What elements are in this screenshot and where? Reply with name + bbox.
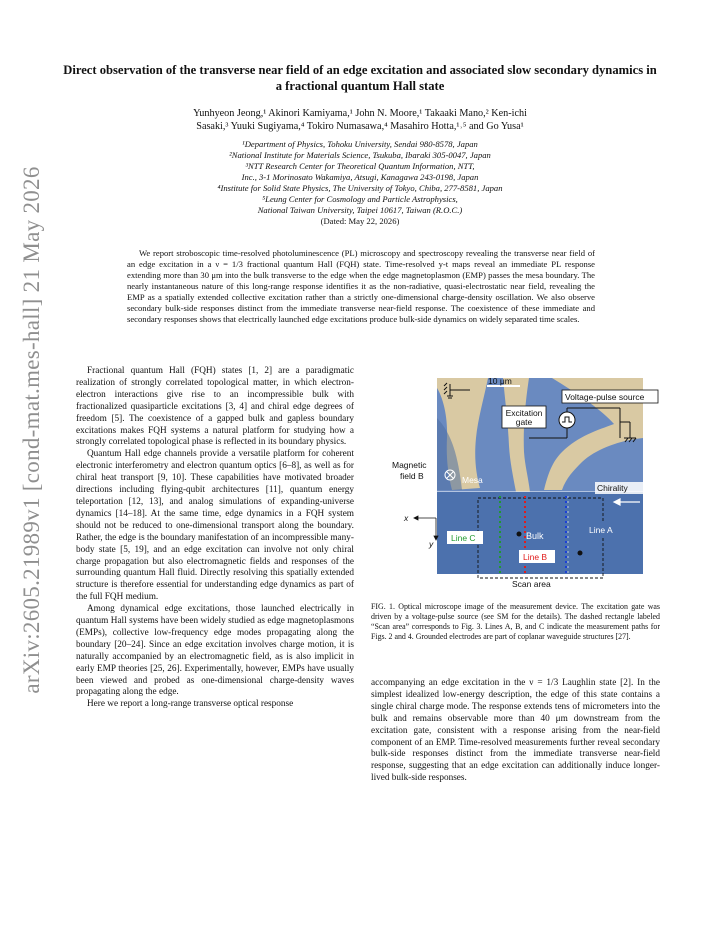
axis-x-label: x [404,513,409,523]
dated: (Dated: May 22, 2026) [320,216,400,226]
affiliation: Inc., 3-1 Morinosato Wakamiya, Atsugi, Kanagawa 243-0198, Japan [241,172,479,182]
body-paragraph: accompanying an edge excitation in the ν = 1/3 Laughlin state [2]. In the simplest idealized low-energy description, the edge of this state contains a single chiral charge mode. The response extends tens of micrometers into the bulk and remains observable more than 40 μm downstream from the excitation gate, consistent with a response arising from the near-field component of an EMP. Time-resolved measurements further reveal secondary bulk-side responses distinct from the immediate transverse near-field response, suggesting that an edge excitation can additionally induce longer-lived bulk-side responses. [371,678,660,784]
affiliation: ⁵Leung Center for Cosmology and Particle Astrophysics, [262,194,458,204]
affiliation: ²National Institute for Materials Science, Tsukuba, Ibaraki 305-0047, Japan [229,150,491,160]
affiliation: ³NTT Research Center for Theoretical Quantum Information, NTT, [245,161,475,171]
figure-caption [371,602,660,642]
body-paragraph: Quantum Hall edge channels provide a versatile platform for coherent electronic interferometry and electron quantum optics [6–8], as well as for chiral heat transport [9, 10]. These capabilities have motivated broader directions including flying-qubit architectures [11], quantum energy teleportation [12, 13], and analog simulations of expanding-universe dynamics [14–18]. At the same time, edge dynamics in a FQH system should not be reduced to one-dimensional transport along the boundary. Rather, the edge is the boundary manifestation of an incompressible many-body state [5, 19], and an edge excitation can involve not only chiral charge propagation but also electromagnetic fields and responses of the surrounding quantum Hall fluid. Directly resolving this spatially extended structure is therefore essential for understanding edge dynamics as part of the full FQH medium. [76,449,354,603]
body-left-column [76,366,354,711]
chirality-label-text: Chirality [597,483,628,493]
axis-indicator [414,516,438,540]
caption-text: FIG. 1. Optical microscope image of the measurement device. The excitation gate was driven by a voltage-pulse source (see SM for the details). The dashed rectangle labeled “Scan area” corresponds to Fig. 3. Lines A, B, and C indicate the measurement paths for Figs. 2 and 4. Grounded electrodes are part of coplanar waveguide structures [27]. [371,602,660,642]
bulk-label: Bulk [526,531,544,541]
bulk-defect-dot [517,532,522,537]
line-a-label: Line A [589,525,613,535]
axis-y-label: y [429,539,434,549]
body-paragraph: Here we report a long-range transverse optical response [87,699,294,710]
voltage-source-label: Voltage-pulse source [565,392,645,402]
scale-bar-label: 10 μm [488,378,512,386]
scan-area-label: Scan area [512,579,551,589]
authors-line: Sasaki,³ Yuuki Sugiyama,⁴ Tokiro Numasawa,⁴ Masahiro Hotta,¹˒⁵ and Go Yusa¹ [196,121,524,132]
bulk-defect-dot [578,551,583,556]
author-list [90,107,630,133]
mesa-label: Mesa [462,475,483,485]
affiliation: ¹Department of Physics, Tohoku University, Sendai 980-8578, Japan [242,139,478,149]
affiliations [90,139,630,227]
body-paragraph: Fractional quantum Hall (FQH) states [1, 2] are a paradigmatic realization of strongly correlated topological matter, in which electron-electron interactions give rise to an incompressible bulk with fractionalized quasiparticle excitations [3, 4] and chiral edge degrees of freedom [5]. The coexistence of a gapped bulk and gapless boundary excitations makes FQH systems a natural platform for studying how a strongly correlated topological phase is reflected in its boundary physics. [76,366,354,448]
arxiv-stamp [12,166,52,694]
body-paragraph: Among dynamical edge excitations, those launched electrically in quantum Hall systems have been widely studied as edge magnetoplasmons (EMPs), collective low-frequency edge modes propagating along the boundary [20–24]. Since an edge excitation involves charge motion, it is naturally accompanied by an electromagnetic field, as is also implicit in early EMP theories [25, 26]. Experimentally, however, EMPs have usually been viewed and probed as one-dimensional charge-density waves propagating along the edge. [76,604,354,698]
authors-line: Yunhyeon Jeong,¹ Akinori Kamiyama,¹ John N. Moore,¹ Takaaki Mano,² Ken-ichi [193,108,527,119]
abstract: We report stroboscopic time-resolved photoluminescence (PL) microscopy and spectroscopy revealing the transverse near field of an edge excitation in a ν = 1/3 fractional quantum Hall (FQH) state. Time-resolved y-t maps reveal an immediate PL response extending more than 30 μm into the bulk transverse to the edge when the edge magnetoplasmon (EMP) passes the mesa boundary. The nearly instantaneous nature of this long-range response identifies it as the non-radiative, quasi-electrostatic near field, revealing the EMP as a spatially extended collective excitation rather than a strictly one-dimensional charge-density oscillation. We also observe secondary bulk-side responses distinct from the immediate transverse near-field response. The coexistence of these immediate and secondary responses shows that electrically launched edge excitations produce bulk-side dynamics on widely separated time scales. [127,248,595,324]
excitation-gate-label: Excitation [505,408,543,418]
arxiv-id[interactable]: arXiv:2605.21989v1 [cond-mat.mes-hall] 21 May 2026 [19,166,44,694]
affiliation: National Taiwan University, Taipei 10617, Taiwan (R.O.C.) [257,205,463,215]
affiliation: ⁴Institute for Solid State Physics, The University of Tokyo, Chiba, 277-8581, Japan [217,183,503,193]
line-b-label: Line B [523,552,548,562]
paper-title: Direct observation of the transverse near field of an edge excitation and associated slow secondary dynamics in a fractional quantum Hall state [63,63,657,93]
magnetic-field-label: Magnetic [392,460,427,470]
figure-1-device-image [392,378,660,590]
line-c-label: Line C [451,533,476,543]
magnetic-field-label: field B [400,471,424,481]
excitation-gate-label: gate [515,417,533,427]
body-right-column [371,678,660,785]
